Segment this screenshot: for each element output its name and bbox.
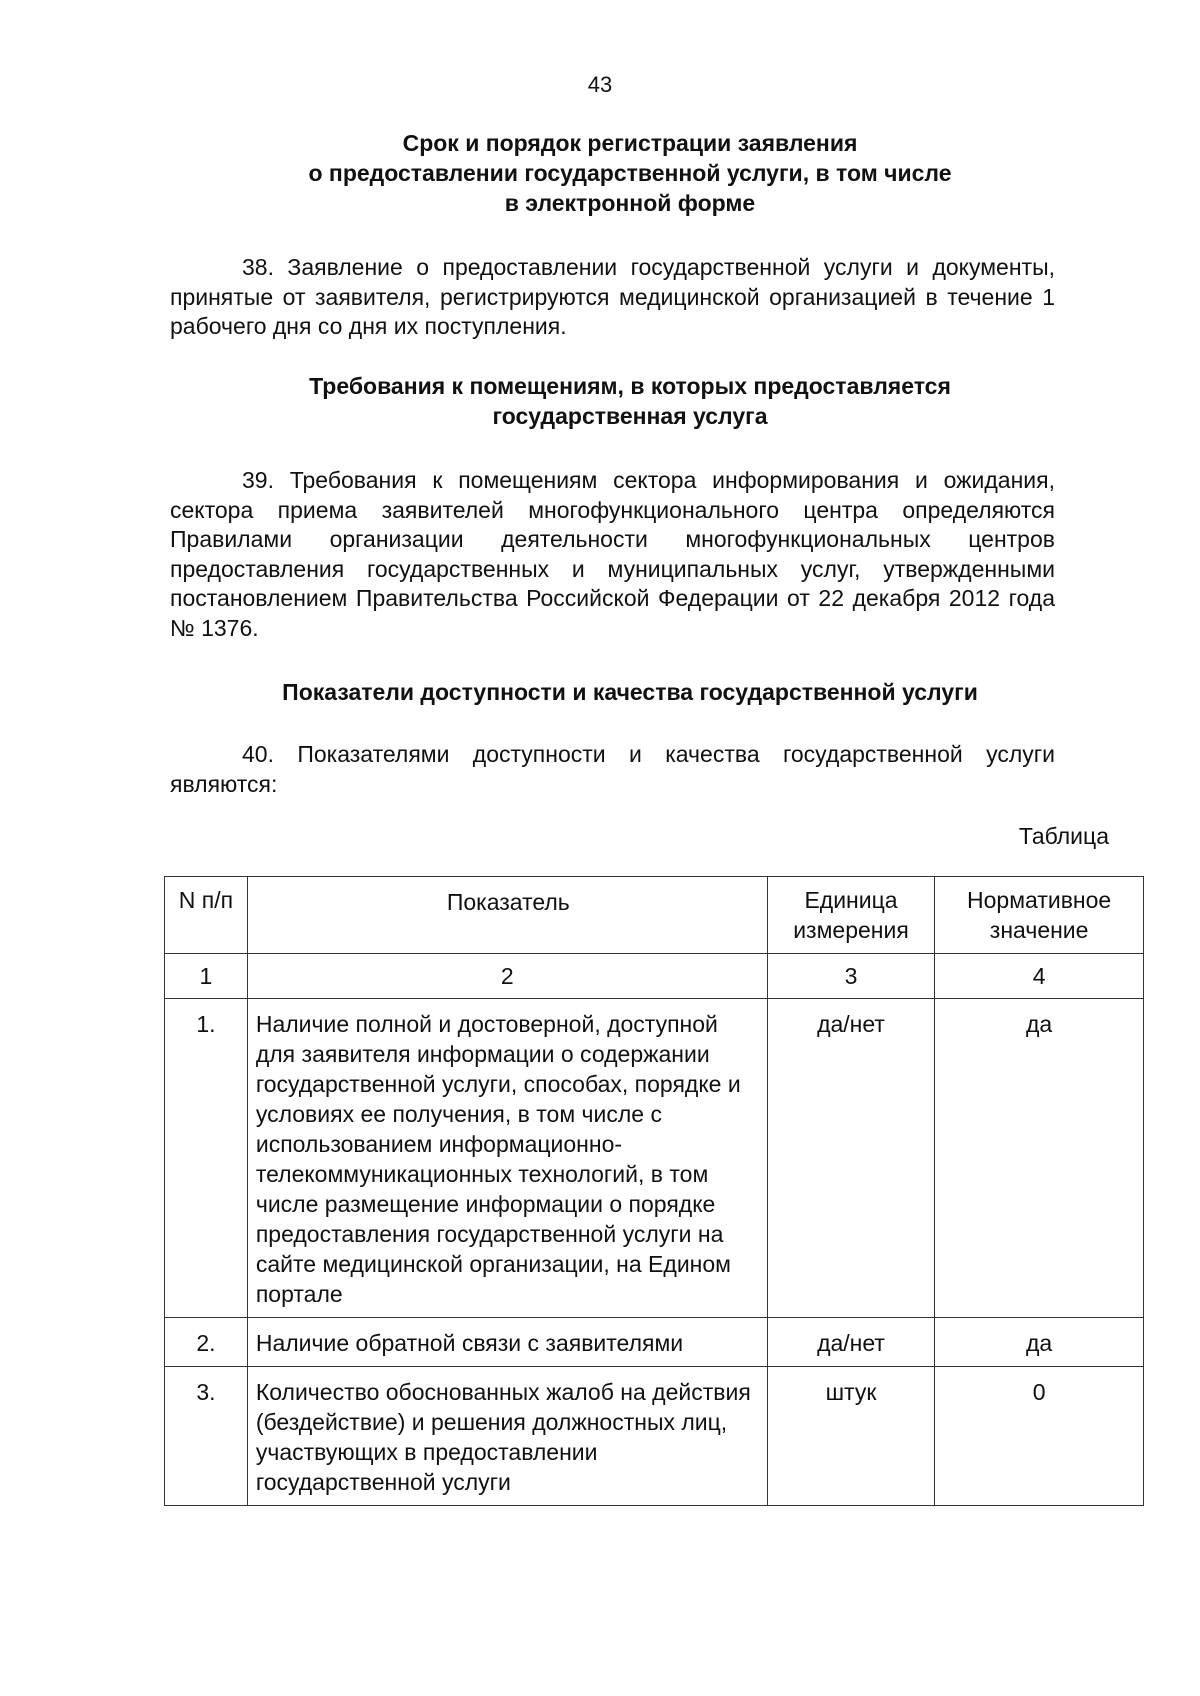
row-indicator: Наличие полной и достоверной, доступной для заявителя информации о содержании государственной услуги, способах, порядке и условиях ее получения, в том числе с использованием информационно-телекоммуникационных технологий, в том числе размещение информации о порядке предоставления государственной услуги на сайте медицинской организации, на Едином портале: [247, 999, 767, 1318]
row-value: 0: [935, 1367, 1144, 1506]
row-number: 1.: [165, 999, 248, 1318]
column-number: 3: [767, 954, 935, 999]
row-value: да: [935, 1318, 1144, 1367]
header-normative-value: Нормативное значение: [935, 877, 1144, 954]
section-heading-premises: Требования к помещениям, в которых предоставляется государственная услуга: [309, 373, 951, 429]
page-number: 43: [587, 72, 613, 97]
header-indicator: Показатель: [247, 877, 767, 954]
table-caption: Таблица: [1018, 823, 1109, 849]
table-row: [165, 1318, 1144, 1367]
row-number: 2.: [165, 1318, 248, 1367]
row-unit: да/нет: [767, 999, 935, 1318]
table-header-row: [165, 877, 1144, 954]
table-row: [165, 999, 1144, 1318]
paragraph-38: [170, 253, 1055, 342]
column-number: 4: [935, 954, 1144, 999]
paragraph-39-text: 39. Требования к помещениям сектора информирования и ожидания, сектора приема заявителей многофункционального центра определяются Правилами организации деятельности многофункциональных центров предоставления государственных и муниципальных услуг, утвержденными постановлением Правительства Российской Федерации от 22 декабря 2012 года № 1376.: [170, 467, 1055, 641]
table-row: [165, 1367, 1144, 1506]
section-heading-indicators: Показатели доступности и качества государственной услуги: [282, 679, 978, 705]
row-number: 3.: [165, 1367, 248, 1506]
row-unit: штук: [767, 1367, 935, 1506]
row-indicator: Наличие обратной связи с заявителями: [247, 1318, 767, 1367]
column-number: 2: [247, 954, 767, 999]
row-value: да: [935, 999, 1144, 1318]
column-number-row: [165, 954, 1144, 999]
indicators-table: [164, 876, 1144, 1506]
paragraph-38-text: 38. Заявление о предоставлении государственной услуги и документы, принятые от заявителя, регистрируются медицинской организацией в течение 1 рабочего дня со дня их поступления.: [170, 254, 1055, 339]
paragraph-39: [170, 466, 1055, 643]
paragraph-40: [170, 740, 1055, 799]
section-heading-registration: Срок и порядок регистрации заявления о предоставлении государственной услуги, в том числе в электронной форме: [308, 130, 952, 216]
paragraph-40-text: 40. Показателями доступности и качества государственной услуги являются:: [170, 741, 1055, 797]
header-number: N п/п: [165, 877, 248, 954]
row-indicator: Количество обоснованных жалоб на действия (бездействие) и решения должностных лиц, участвующих в предоставлении государственной услуги: [247, 1367, 767, 1506]
row-unit: да/нет: [767, 1318, 935, 1367]
column-number: 1: [165, 954, 248, 999]
header-unit: Единица измерения: [767, 877, 935, 954]
